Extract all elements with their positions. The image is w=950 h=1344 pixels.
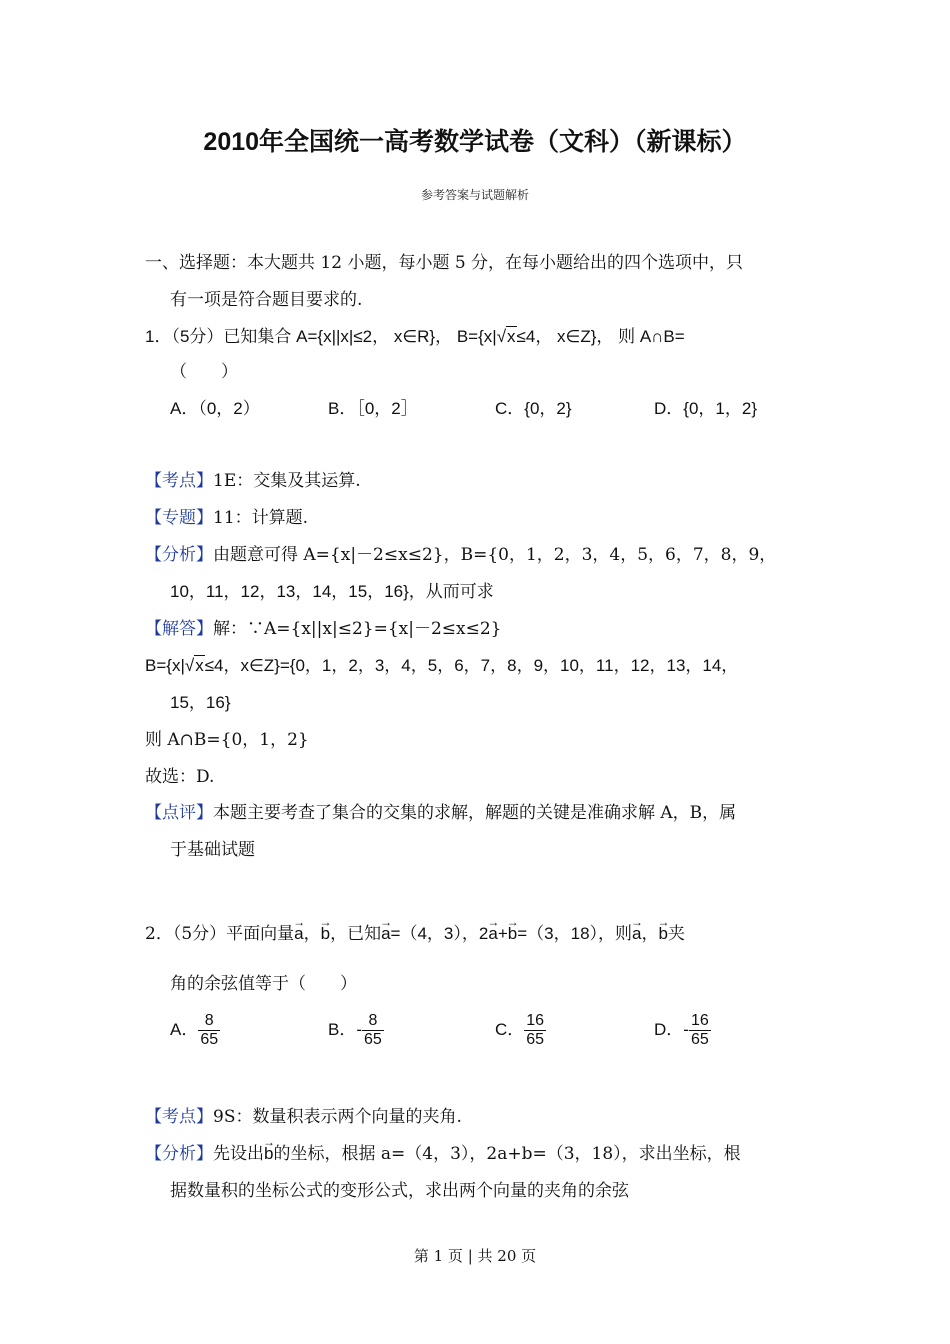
q1-stem <box>145 325 685 349</box>
q1-b-line2: 15，16} <box>170 693 231 712</box>
q2-kaodian <box>145 1105 462 1129</box>
page-footer: 第 1 页 | 共 20 页 <box>413 1247 537 1265</box>
q1-dianping-line2: 于基础试题 <box>170 840 255 860</box>
q1-stem-a: 1．（5分）已知集合 A={x||x|≤2， x∈R}， B={x| <box>145 327 497 346</box>
vector-a-2: → a <box>381 922 390 946</box>
vector-b-2: → b <box>508 922 517 946</box>
q2-option-d-sign: - <box>683 1019 689 1039</box>
fraction-c-den: 65 <box>526 1031 545 1048</box>
q2-stem-p2: ， <box>303 924 321 944</box>
q1-dianping-line1: 本题主要考查了集合的交集的求解，解题的关键是准确求解 A，B，属 <box>213 803 737 823</box>
q1-b-line-a: B={x| <box>145 656 185 675</box>
q2-option-d-label: D． <box>654 1019 684 1039</box>
fraction-a-den: 65 <box>200 1031 219 1048</box>
q1-jieda <box>145 617 501 641</box>
fraction-d-num: 16 <box>690 1012 709 1029</box>
q1-fenxi <box>145 543 776 567</box>
vector-a: → a <box>294 922 303 946</box>
q2-stem-p1: 2．（5分）平面向量 <box>145 924 295 944</box>
q2-stem-p5: =（3，18），则 <box>517 924 633 943</box>
q1-dianping <box>145 801 736 825</box>
q2-fenxi-line1b: 的坐标，根据 a=（4，3），2a+b=（3，18），求出坐标，根 <box>273 1144 741 1164</box>
q1-kaodian <box>145 469 361 493</box>
vector-a-4: → a <box>632 922 641 946</box>
title-text: 年全国统一高考数学试卷（文科）（新课标） <box>259 127 747 156</box>
q1-then: 则 A∩B={0，1，2} <box>145 730 309 750</box>
q2-kaodian-text: 9S：数量积表示两个向量的夹角. <box>213 1107 462 1127</box>
q2-kaodian-tag: 【考点】 <box>145 1107 213 1127</box>
q2-option-d <box>654 1012 711 1049</box>
q2-option-c <box>495 1012 546 1049</box>
q1-option-a: A．（0，2） <box>170 399 260 418</box>
section-heading-line1: 一、选择题：本大题共 12 小题，每小题 5 分，在每小题给出的四个选项中，只 <box>145 253 744 273</box>
fraction-a <box>198 1012 220 1049</box>
q1-fenxi-line2: 10，11，12，13，14，15，16}，从而可求 <box>170 582 494 601</box>
q2-option-b <box>328 1012 384 1049</box>
vector-a-3: → a <box>488 922 497 946</box>
q2-stem-p6: 夹 <box>667 924 685 944</box>
q2-fenxi-line2: 据数量积的坐标公式的变形公式，求出两个向量的夹角的余弦 <box>170 1181 629 1201</box>
q2-option-b-label: B． <box>328 1019 357 1039</box>
fraction-d-den: 65 <box>690 1031 709 1048</box>
q1-option-c: C．{0，2} <box>495 399 572 418</box>
q2-two: 2 <box>478 924 489 943</box>
sqrt-symbol-2: √x <box>184 656 204 675</box>
q1-stem-b: ≤4， x∈Z}， 则 A∩B= <box>516 327 685 346</box>
q2-plus: + <box>497 924 508 943</box>
q2-fenxi-line1a: 先设出 <box>213 1144 264 1164</box>
q1-b-line-b: ≤4，x∈Z}={0，1，2，3，4，5，6，7，8，9，10，11，12，13，14， <box>204 656 739 675</box>
q2-stem-line2: 角的余弦值等于（ ） <box>170 974 357 994</box>
q2-stem-p3: ，已知 <box>330 924 382 944</box>
q2-option-b-sign: - <box>356 1019 363 1039</box>
fraction-c <box>524 1012 546 1049</box>
jieda-tag: 【解答】 <box>145 619 213 639</box>
q1-kaodian-text: 1E：交集及其运算. <box>213 471 361 491</box>
document-title <box>0 122 950 158</box>
q1-zhuanti <box>145 506 308 530</box>
q1-option-b: B．［0，2］ <box>328 399 418 418</box>
q1-radicand: x <box>507 327 516 346</box>
sqrt-symbol: √x <box>496 327 516 346</box>
q1-option-d: D．{0，1，2} <box>654 399 757 418</box>
q2-fenxi <box>145 1142 741 1166</box>
section-heading-line2: 有一项是符合题目要求的. <box>170 290 363 310</box>
kaodian-tag: 【考点】 <box>145 471 213 491</box>
fenxi-tag: 【分析】 <box>145 545 213 565</box>
fraction-d <box>689 1012 711 1049</box>
title-year: 2010 <box>203 128 260 156</box>
fraction-b-num: 8 <box>362 1012 384 1031</box>
document-subtitle: 参考答案与试题解析 <box>420 188 529 202</box>
vector-b: → b <box>321 922 330 946</box>
vector-b-3: → b <box>659 922 668 946</box>
q1-paren: （ ） <box>170 362 238 382</box>
q2-fenxi-tag: 【分析】 <box>145 1144 213 1164</box>
q2-option-a-label: A． <box>170 1019 199 1039</box>
q1-choose: 故选：D. <box>145 767 215 787</box>
fraction-a-num: 8 <box>198 1012 220 1031</box>
q2-stem <box>145 922 685 946</box>
fraction-b <box>362 1012 384 1049</box>
dianping-tag: 【点评】 <box>145 803 213 823</box>
q1-zhuanti-text: 11：计算题. <box>213 508 309 528</box>
q1-b-radicand: x <box>195 656 204 675</box>
fraction-b-den: 65 <box>364 1031 382 1048</box>
q2-comma: ， <box>641 924 659 944</box>
q1-b-line <box>145 654 738 678</box>
zhuanti-tag: 【专题】 <box>145 508 213 528</box>
q2-stem-p4: =（4，3）， <box>390 924 479 943</box>
q2-option-a <box>170 1012 220 1049</box>
fraction-c-num: 16 <box>526 1012 545 1029</box>
q1-fenxi-line1: 由题意可得 A={x|－2≤x≤2}，B={0，1，2，3，4，5，6，7，8，9， <box>213 545 777 565</box>
vector-b-4: → b <box>264 1142 273 1166</box>
q2-option-c-label: C． <box>495 1019 525 1039</box>
q1-jieda-line1: 解：∵A={x||x|≤2}={x|－2≤x≤2} <box>213 619 502 639</box>
